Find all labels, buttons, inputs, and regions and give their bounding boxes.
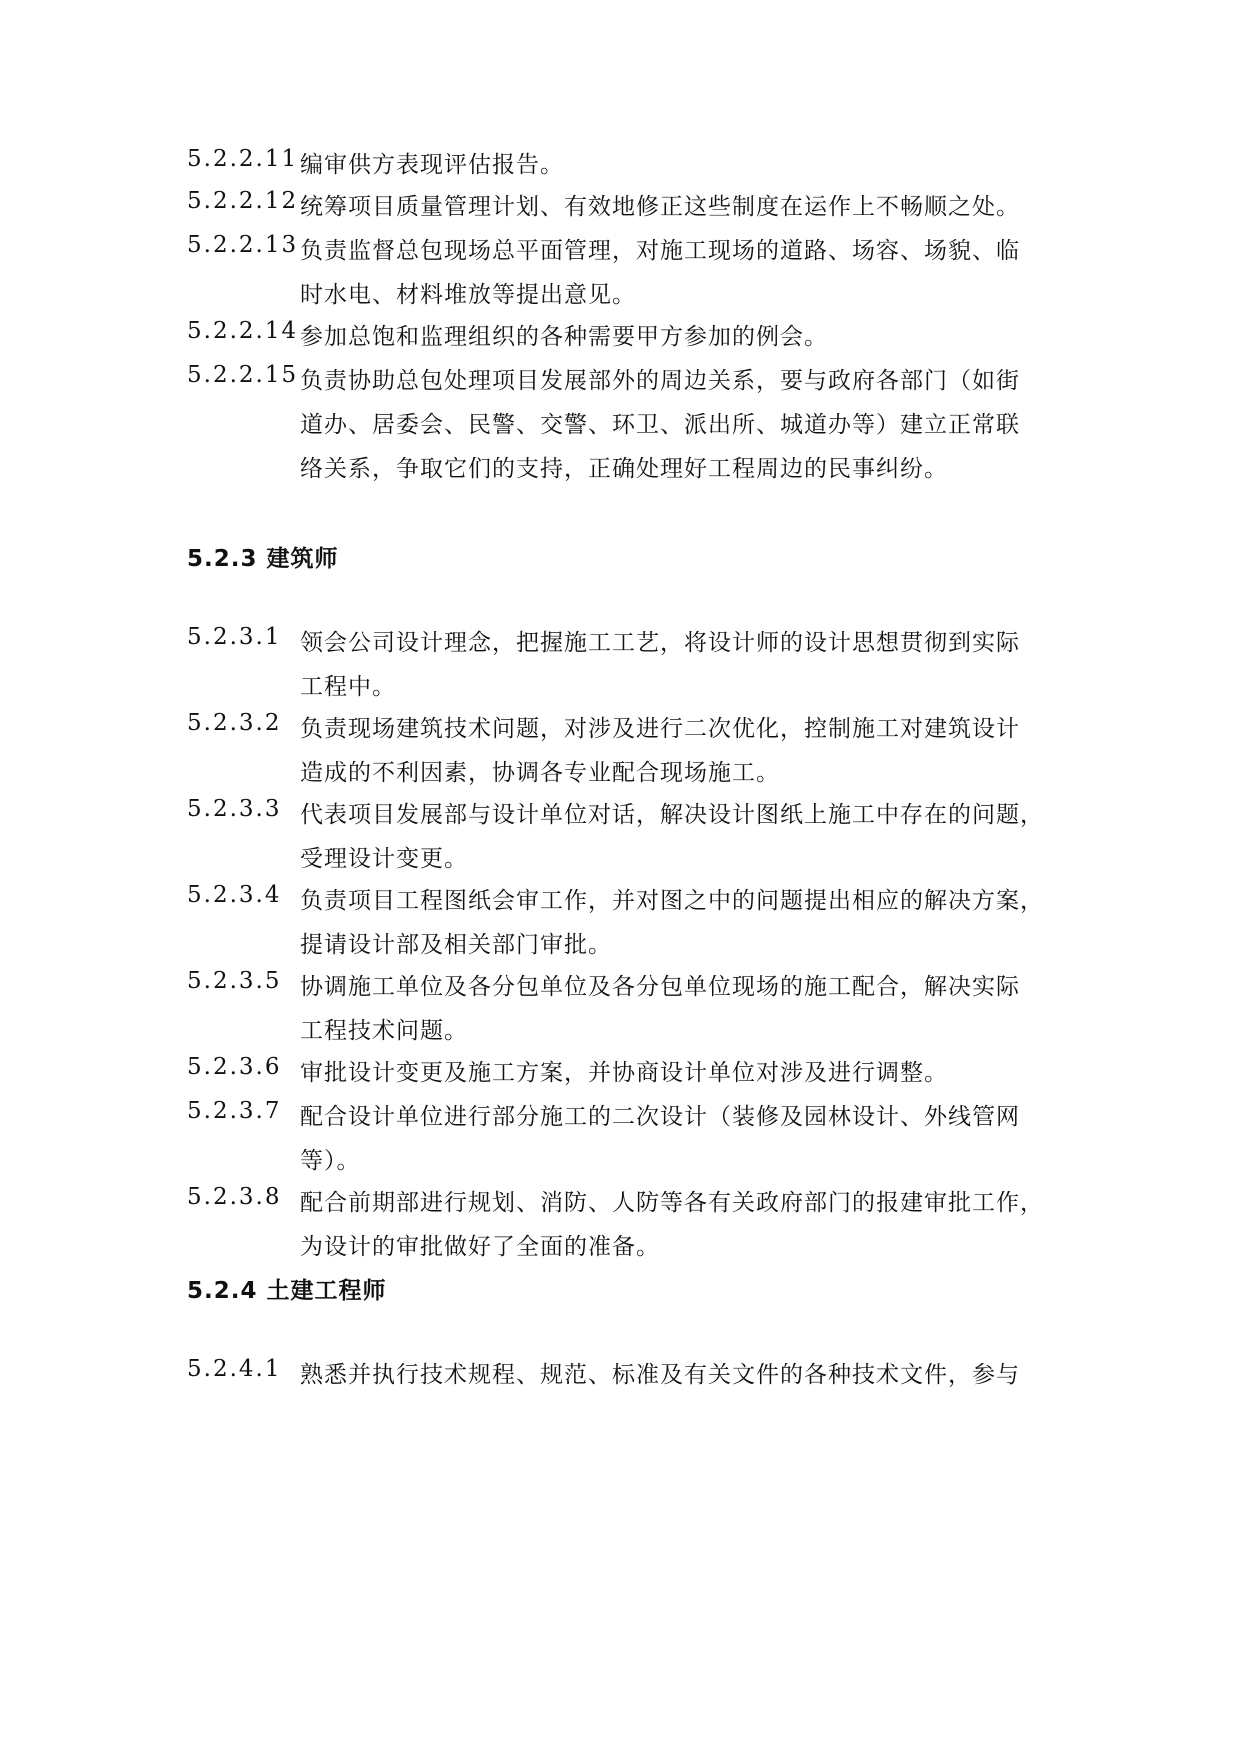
- item-text: 熟悉并执行技术规程、规范、标准及有关文件的各种技术文件，参与: [300, 1362, 1020, 1388]
- item-number: 5.2.3.2: [187, 710, 282, 736]
- item-number: 5.2.2.14: [187, 318, 299, 344]
- item-number: 5.2.3.5: [187, 968, 282, 994]
- item-number: 5.2.3.3: [187, 796, 282, 822]
- item-number: 5.2.3.4: [187, 882, 282, 908]
- item-text: 统筹项目质量管理计划、有效地修正这些制度在运作上不畅顺之处。: [300, 194, 1020, 220]
- item-number: 5.2.2.11: [187, 146, 299, 172]
- item-text: 领会公司设计理念，把握施工工艺，将设计师的设计思想贯彻到实际: [300, 630, 1020, 656]
- item-text: 工程中。: [300, 674, 396, 700]
- item-text: 编审供方表现评估报告。: [300, 152, 564, 178]
- item-text: 负责监督总包现场总平面管理，对施工现场的道路、场容、场貌、临: [300, 238, 1020, 264]
- item-text: 协调施工单位及各分包单位及各分包单位现场的施工配合，解决实际: [300, 974, 1020, 1000]
- item-text: 造成的不利因素，协调各专业配合现场施工。: [300, 760, 780, 786]
- section-heading: 5.2.3 建筑师: [187, 546, 339, 572]
- item-number: 5.2.3.1: [187, 624, 282, 650]
- item-number: 5.2.3.8: [187, 1184, 282, 1210]
- item-text: 负责现场建筑技术问题，对涉及进行二次优化，控制施工对建筑设计: [300, 716, 1020, 742]
- item-text: 负责项目工程图纸会审工作，并对图之中的问题提出相应的解决方案，: [300, 888, 1044, 914]
- item-text: 配合前期部进行规划、消防、人防等各有关政府部门的报建审批工作，: [300, 1190, 1044, 1216]
- section-heading: 5.2.4 土建工程师: [187, 1278, 387, 1304]
- item-text: 审批设计变更及施工方案，并协商设计单位对涉及进行调整。: [300, 1060, 948, 1086]
- item-text: 配合设计单位进行部分施工的二次设计（装修及园林设计、外线管网: [300, 1104, 1020, 1130]
- item-number: 5.2.3.7: [187, 1098, 282, 1124]
- item-text: 代表项目发展部与设计单位对话，解决设计图纸上施工中存在的问题，: [300, 802, 1044, 828]
- item-text: 负责协助总包处理项目发展部外的周边关系，要与政府各部门（如街: [300, 368, 1020, 394]
- item-text: 道办、居委会、民警、交警、环卫、派出所、城道办等）建立正常联: [300, 412, 1020, 438]
- item-text: 参加总饱和监理组织的各种需要甲方参加的例会。: [300, 324, 828, 350]
- item-number: 5.2.3.6: [187, 1054, 282, 1080]
- item-number: 5.2.2.15: [187, 362, 299, 388]
- item-text: 受理设计变更。: [300, 846, 468, 872]
- item-number: 5.2.2.12: [187, 188, 299, 214]
- item-number: 5.2.2.13: [187, 232, 299, 258]
- item-text: 提请设计部及相关部门审批。: [300, 932, 612, 958]
- item-text: 时水电、材料堆放等提出意见。: [300, 282, 636, 308]
- item-text: 络关系，争取它们的支持，正确处理好工程周边的民事纠纷。: [300, 456, 948, 482]
- item-number: 5.2.4.1: [187, 1356, 282, 1382]
- item-text: 为设计的审批做好了全面的准备。: [300, 1234, 660, 1260]
- item-text: 工程技术问题。: [300, 1018, 468, 1044]
- item-text: 等）。: [300, 1148, 361, 1174]
